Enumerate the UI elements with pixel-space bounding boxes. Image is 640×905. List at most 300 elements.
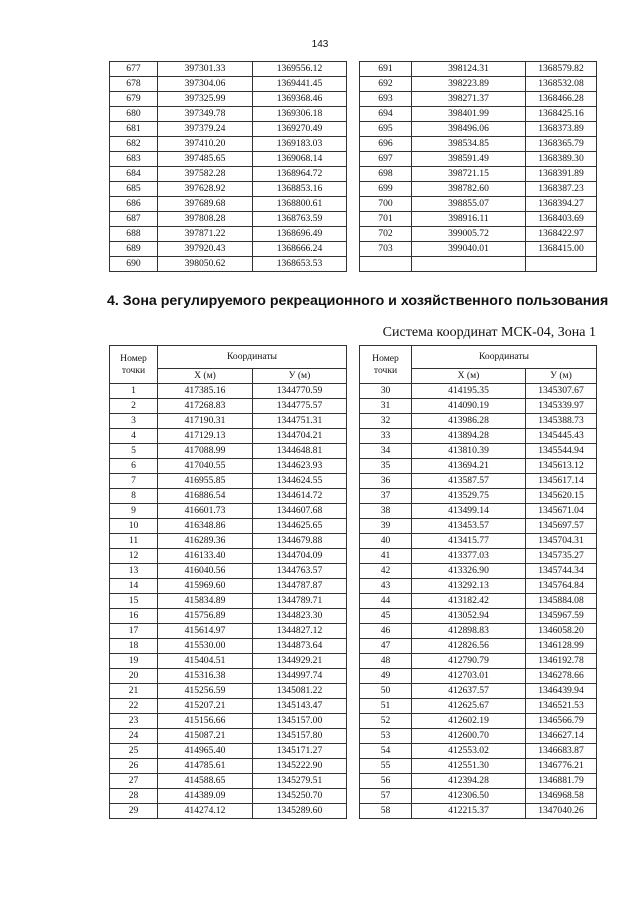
x-coordinate-cell: 398124.31 — [412, 62, 526, 77]
table-row — [360, 579, 597, 594]
table-row — [360, 242, 597, 257]
x-coordinate-cell: 412551.30 — [412, 759, 526, 774]
point-number-cell: 11 — [110, 534, 158, 549]
y-coordinate-cell: 1346627.14 — [526, 729, 597, 744]
point-number-cell: 53 — [360, 729, 412, 744]
point-number-cell: 41 — [360, 549, 412, 564]
point-number-cell: 49 — [360, 669, 412, 684]
table-row — [360, 459, 597, 474]
point-number-cell: 8 — [110, 489, 158, 504]
point-number-cell: 7 — [110, 474, 158, 489]
table-row — [360, 729, 597, 744]
header-y: У (м) — [526, 369, 597, 384]
x-coordinate-cell: 398496.06 — [412, 122, 526, 137]
point-number-cell: 55 — [360, 759, 412, 774]
point-number-cell: 684 — [110, 167, 158, 182]
x-coordinate-cell: 397582.28 — [158, 167, 253, 182]
table-row — [110, 609, 347, 624]
point-number-cell: 50 — [360, 684, 412, 699]
y-coordinate-cell: 1368666.24 — [253, 242, 347, 257]
y-coordinate-cell: 1369183.03 — [253, 137, 347, 152]
point-number-cell: 9 — [110, 504, 158, 519]
table-row — [110, 167, 347, 182]
point-number-cell: 26 — [110, 759, 158, 774]
table-row — [360, 212, 597, 227]
x-coordinate-cell: 415207.21 — [158, 699, 253, 714]
point-number-cell: 6 — [110, 459, 158, 474]
y-coordinate-cell: 1345735.27 — [526, 549, 597, 564]
y-coordinate-cell: 1344770.59 — [253, 384, 347, 399]
x-coordinate-cell: 416601.73 — [158, 504, 253, 519]
y-coordinate-cell: 1368373.89 — [526, 122, 597, 137]
table-row — [110, 594, 347, 609]
table-row — [110, 474, 347, 489]
x-coordinate-cell: 412600.70 — [412, 729, 526, 744]
point-number-cell: 677 — [110, 62, 158, 77]
x-coordinate-cell: 412703.01 — [412, 669, 526, 684]
point-number-cell: 690 — [110, 257, 158, 272]
x-coordinate-cell: 413694.21 — [412, 459, 526, 474]
x-coordinate-cell: 399040.01 — [412, 242, 526, 257]
point-number-cell: 10 — [110, 519, 158, 534]
x-coordinate-cell: 414090.19 — [412, 399, 526, 414]
table-row — [360, 774, 597, 789]
point-number-cell: 695 — [360, 122, 412, 137]
header-x: X (м) — [158, 369, 253, 384]
table-row — [360, 684, 597, 699]
x-coordinate-cell: 415316.38 — [158, 669, 253, 684]
table-row — [110, 759, 347, 774]
y-coordinate-cell: 1344704.09 — [253, 549, 347, 564]
y-coordinate-cell: 1369368.46 — [253, 92, 347, 107]
x-coordinate-cell: 398916.11 — [412, 212, 526, 227]
table-row — [110, 504, 347, 519]
table-row — [110, 77, 347, 92]
point-number-cell: 680 — [110, 107, 158, 122]
page-number: 143 — [311, 39, 329, 50]
point-number-cell: 32 — [360, 414, 412, 429]
y-coordinate-cell — [526, 257, 597, 272]
point-number-cell: 689 — [110, 242, 158, 257]
point-number-cell: 38 — [360, 504, 412, 519]
x-coordinate-cell: 413529.75 — [412, 489, 526, 504]
table-row — [110, 107, 347, 122]
y-coordinate-cell: 1344763.57 — [253, 564, 347, 579]
table-row — [360, 504, 597, 519]
point-number-cell: 23 — [110, 714, 158, 729]
table-row — [110, 92, 347, 107]
x-coordinate-cell: 412637.57 — [412, 684, 526, 699]
x-coordinate-cell: 397349.78 — [158, 107, 253, 122]
point-number-cell: 693 — [360, 92, 412, 107]
x-coordinate-cell: 398050.62 — [158, 257, 253, 272]
y-coordinate-cell: 1369270.49 — [253, 122, 347, 137]
x-coordinate-cell: 397325.99 — [158, 92, 253, 107]
point-number-cell: 685 — [110, 182, 158, 197]
x-coordinate-cell: 398591.49 — [412, 152, 526, 167]
point-number-cell: 2 — [110, 399, 158, 414]
point-number-cell: 12 — [110, 549, 158, 564]
x-coordinate-cell: 413499.14 — [412, 504, 526, 519]
point-number-cell: 58 — [360, 804, 412, 819]
point-number-cell: 18 — [110, 639, 158, 654]
y-coordinate-cell: 1368964.72 — [253, 167, 347, 182]
y-coordinate-cell: 1344827.12 — [253, 624, 347, 639]
point-number-cell: 5 — [110, 444, 158, 459]
y-coordinate-cell: 1346683.87 — [526, 744, 597, 759]
point-number-cell: 39 — [360, 519, 412, 534]
point-number-cell: 17 — [110, 624, 158, 639]
x-coordinate-cell: 415834.89 — [158, 594, 253, 609]
y-coordinate-cell: 1368579.82 — [526, 62, 597, 77]
table-row — [360, 594, 597, 609]
y-coordinate-cell: 1345967.59 — [526, 609, 597, 624]
point-number-cell: 13 — [110, 564, 158, 579]
y-coordinate-cell: 1344751.31 — [253, 414, 347, 429]
point-number-cell: 34 — [360, 444, 412, 459]
point-number-cell: 678 — [110, 77, 158, 92]
table-row — [360, 789, 597, 804]
y-coordinate-cell: 1344607.68 — [253, 504, 347, 519]
y-coordinate-cell: 1344614.72 — [253, 489, 347, 504]
point-number-cell: 681 — [110, 122, 158, 137]
point-number-cell: 35 — [360, 459, 412, 474]
coordinates-table-top-right — [359, 61, 597, 272]
y-coordinate-cell: 1344623.93 — [253, 459, 347, 474]
y-coordinate-cell: 1346439.94 — [526, 684, 597, 699]
y-coordinate-cell: 1368653.53 — [253, 257, 347, 272]
header-x: X (м) — [412, 369, 526, 384]
y-coordinate-cell: 1344787.87 — [253, 579, 347, 594]
table-row — [360, 167, 597, 182]
y-coordinate-cell: 1368422.97 — [526, 227, 597, 242]
point-number-cell: 22 — [110, 699, 158, 714]
coordinates-table-top-left — [109, 61, 347, 272]
y-coordinate-cell: 1344823.30 — [253, 609, 347, 624]
y-coordinate-cell: 1368696.49 — [253, 227, 347, 242]
x-coordinate-cell: 397485.65 — [158, 152, 253, 167]
x-coordinate-cell: 413986.28 — [412, 414, 526, 429]
x-coordinate-cell: 397304.06 — [158, 77, 253, 92]
point-number-cell: 52 — [360, 714, 412, 729]
y-coordinate-cell: 1344625.65 — [253, 519, 347, 534]
x-coordinate-cell: 415256.59 — [158, 684, 253, 699]
table-row — [110, 624, 347, 639]
x-coordinate-cell: 416133.40 — [158, 549, 253, 564]
point-number-cell: 15 — [110, 594, 158, 609]
table-row — [110, 534, 347, 549]
table-row — [110, 549, 347, 564]
table-row — [360, 197, 597, 212]
x-coordinate-cell — [412, 257, 526, 272]
y-coordinate-cell: 1368391.89 — [526, 167, 597, 182]
y-coordinate-cell: 1368394.27 — [526, 197, 597, 212]
table-row — [110, 744, 347, 759]
table-row — [360, 744, 597, 759]
x-coordinate-cell: 414785.61 — [158, 759, 253, 774]
x-coordinate-cell: 413587.57 — [412, 474, 526, 489]
table-row — [360, 62, 597, 77]
table-row — [360, 107, 597, 122]
table-row — [360, 474, 597, 489]
point-number-cell: 56 — [360, 774, 412, 789]
table-row — [110, 489, 347, 504]
y-coordinate-cell: 1368389.30 — [526, 152, 597, 167]
x-coordinate-cell: 417088.99 — [158, 444, 253, 459]
table-row — [360, 399, 597, 414]
x-coordinate-cell: 397410.20 — [158, 137, 253, 152]
y-coordinate-cell: 1345445.43 — [526, 429, 597, 444]
table-row — [360, 444, 597, 459]
table-row — [110, 197, 347, 212]
y-coordinate-cell: 1346278.66 — [526, 669, 597, 684]
x-coordinate-cell: 417268.83 — [158, 399, 253, 414]
table-row — [360, 549, 597, 564]
table-row — [110, 684, 347, 699]
point-number-cell: 692 — [360, 77, 412, 92]
y-coordinate-cell: 1345613.12 — [526, 459, 597, 474]
table-row — [360, 669, 597, 684]
y-coordinate-cell: 1344873.64 — [253, 639, 347, 654]
point-number-cell: 57 — [360, 789, 412, 804]
y-coordinate-cell: 1368532.08 — [526, 77, 597, 92]
table-row — [360, 227, 597, 242]
point-number-cell: 700 — [360, 197, 412, 212]
y-coordinate-cell: 1345620.15 — [526, 489, 597, 504]
table-row — [360, 639, 597, 654]
header-y: У (м) — [253, 369, 347, 384]
y-coordinate-cell: 1369441.45 — [253, 77, 347, 92]
table-row — [110, 639, 347, 654]
point-number-cell: 46 — [360, 624, 412, 639]
y-coordinate-cell: 1368403.69 — [526, 212, 597, 227]
point-number-cell — [360, 257, 412, 272]
y-coordinate-cell: 1345157.00 — [253, 714, 347, 729]
table-row — [110, 654, 347, 669]
x-coordinate-cell: 397871.22 — [158, 227, 253, 242]
x-coordinate-cell: 397808.28 — [158, 212, 253, 227]
x-coordinate-cell: 412826.56 — [412, 639, 526, 654]
table-row — [360, 519, 597, 534]
point-number-cell: 698 — [360, 167, 412, 182]
x-coordinate-cell: 414274.12 — [158, 804, 253, 819]
y-coordinate-cell: 1345704.31 — [526, 534, 597, 549]
table-row — [110, 212, 347, 227]
y-coordinate-cell: 1369068.14 — [253, 152, 347, 167]
table-row — [360, 759, 597, 774]
table-row — [360, 414, 597, 429]
point-number-cell: 48 — [360, 654, 412, 669]
point-number-cell: 31 — [360, 399, 412, 414]
point-number-cell: 20 — [110, 669, 158, 684]
x-coordinate-cell: 416886.54 — [158, 489, 253, 504]
point-number-cell: 4 — [110, 429, 158, 444]
x-coordinate-cell: 412306.50 — [412, 789, 526, 804]
x-coordinate-cell: 398782.60 — [412, 182, 526, 197]
y-coordinate-cell: 1345157.80 — [253, 729, 347, 744]
x-coordinate-cell: 416040.56 — [158, 564, 253, 579]
x-coordinate-cell: 398223.89 — [412, 77, 526, 92]
x-coordinate-cell: 413810.39 — [412, 444, 526, 459]
y-coordinate-cell: 1368365.79 — [526, 137, 597, 152]
x-coordinate-cell: 414965.40 — [158, 744, 253, 759]
y-coordinate-cell: 1345171.27 — [253, 744, 347, 759]
table-row — [110, 459, 347, 474]
point-number-cell: 16 — [110, 609, 158, 624]
point-number-cell: 683 — [110, 152, 158, 167]
table-row — [110, 804, 347, 819]
point-number-cell: 44 — [360, 594, 412, 609]
header-coordinates: Координаты — [158, 346, 347, 369]
y-coordinate-cell: 1369556.12 — [253, 62, 347, 77]
point-number-cell: 1 — [110, 384, 158, 399]
table-row — [360, 489, 597, 504]
x-coordinate-cell: 415087.21 — [158, 729, 253, 744]
x-coordinate-cell: 412898.83 — [412, 624, 526, 639]
y-coordinate-cell: 1344624.55 — [253, 474, 347, 489]
y-coordinate-cell: 1345289.60 — [253, 804, 347, 819]
y-coordinate-cell: 1347040.26 — [526, 804, 597, 819]
x-coordinate-cell: 414389.09 — [158, 789, 253, 804]
table-row — [110, 579, 347, 594]
x-coordinate-cell: 398271.37 — [412, 92, 526, 107]
point-number-cell: 30 — [360, 384, 412, 399]
table-row — [360, 609, 597, 624]
table-row — [110, 414, 347, 429]
point-number-cell: 699 — [360, 182, 412, 197]
x-coordinate-cell: 416955.85 — [158, 474, 253, 489]
table-row — [360, 714, 597, 729]
table-row — [360, 122, 597, 137]
table-row — [110, 519, 347, 534]
table-row — [110, 182, 347, 197]
table-row — [360, 257, 597, 272]
y-coordinate-cell: 1344789.71 — [253, 594, 347, 609]
point-number-cell: 687 — [110, 212, 158, 227]
x-coordinate-cell: 415614.97 — [158, 624, 253, 639]
y-coordinate-cell: 1368466.28 — [526, 92, 597, 107]
x-coordinate-cell: 414588.65 — [158, 774, 253, 789]
coordinate-system-label: Система координат МСК-04, Зона 1 — [382, 325, 596, 340]
section-heading: 4. Зона регулируемого рекреационного и хозяйственного пользования — [107, 293, 609, 309]
x-coordinate-cell: 412553.02 — [412, 744, 526, 759]
y-coordinate-cell: 1346776.21 — [526, 759, 597, 774]
table-row — [110, 444, 347, 459]
y-coordinate-cell: 1368425.16 — [526, 107, 597, 122]
point-number-cell: 3 — [110, 414, 158, 429]
point-number-cell: 694 — [360, 107, 412, 122]
point-number-cell: 701 — [360, 212, 412, 227]
table-row — [110, 62, 347, 77]
table-row — [110, 137, 347, 152]
point-number-cell: 40 — [360, 534, 412, 549]
table-row — [360, 182, 597, 197]
table-row — [110, 429, 347, 444]
table-row — [110, 384, 347, 399]
y-coordinate-cell: 1344997.74 — [253, 669, 347, 684]
table-row — [360, 699, 597, 714]
x-coordinate-cell: 414195.35 — [412, 384, 526, 399]
point-number-cell: 703 — [360, 242, 412, 257]
table-row — [110, 564, 347, 579]
table-row — [360, 92, 597, 107]
y-coordinate-cell: 1369306.18 — [253, 107, 347, 122]
y-coordinate-cell: 1344775.57 — [253, 399, 347, 414]
y-coordinate-cell: 1346968.58 — [526, 789, 597, 804]
point-number-cell: 682 — [110, 137, 158, 152]
table-row — [360, 564, 597, 579]
x-coordinate-cell: 412602.19 — [412, 714, 526, 729]
y-coordinate-cell: 1345222.90 — [253, 759, 347, 774]
point-number-cell: 36 — [360, 474, 412, 489]
x-coordinate-cell: 412625.67 — [412, 699, 526, 714]
y-coordinate-cell: 1345250.70 — [253, 789, 347, 804]
y-coordinate-cell: 1345544.94 — [526, 444, 597, 459]
point-number-cell: 28 — [110, 789, 158, 804]
y-coordinate-cell: 1368853.16 — [253, 182, 347, 197]
table-row — [110, 714, 347, 729]
x-coordinate-cell: 415530.00 — [158, 639, 253, 654]
table-row — [110, 257, 347, 272]
y-coordinate-cell: 1346128.99 — [526, 639, 597, 654]
table-row — [360, 152, 597, 167]
y-coordinate-cell: 1345671.04 — [526, 504, 597, 519]
y-coordinate-cell: 1345279.51 — [253, 774, 347, 789]
point-number-cell: 29 — [110, 804, 158, 819]
header-point-number: Номер точки — [360, 346, 412, 384]
point-number-cell: 679 — [110, 92, 158, 107]
table-row — [110, 774, 347, 789]
x-coordinate-cell: 417385.16 — [158, 384, 253, 399]
y-coordinate-cell: 1346521.53 — [526, 699, 597, 714]
x-coordinate-cell: 415404.51 — [158, 654, 253, 669]
x-coordinate-cell: 413182.42 — [412, 594, 526, 609]
table-row — [360, 654, 597, 669]
x-coordinate-cell: 397628.92 — [158, 182, 253, 197]
point-number-cell: 42 — [360, 564, 412, 579]
point-number-cell: 688 — [110, 227, 158, 242]
header-coordinates: Координаты — [412, 346, 597, 369]
x-coordinate-cell: 416348.86 — [158, 519, 253, 534]
x-coordinate-cell: 412215.37 — [412, 804, 526, 819]
x-coordinate-cell: 397379.24 — [158, 122, 253, 137]
point-number-cell: 25 — [110, 744, 158, 759]
x-coordinate-cell: 415756.89 — [158, 609, 253, 624]
point-number-cell: 51 — [360, 699, 412, 714]
x-coordinate-cell: 413415.77 — [412, 534, 526, 549]
table-row — [360, 77, 597, 92]
y-coordinate-cell: 1368415.00 — [526, 242, 597, 257]
coordinates-table-bottom-left — [109, 345, 347, 819]
point-number-cell: 696 — [360, 137, 412, 152]
point-number-cell: 697 — [360, 152, 412, 167]
x-coordinate-cell: 417040.55 — [158, 459, 253, 474]
table-row — [110, 669, 347, 684]
point-number-cell: 54 — [360, 744, 412, 759]
x-coordinate-cell: 417190.31 — [158, 414, 253, 429]
y-coordinate-cell: 1345617.14 — [526, 474, 597, 489]
point-number-cell: 14 — [110, 579, 158, 594]
point-number-cell: 686 — [110, 197, 158, 212]
x-coordinate-cell: 397689.68 — [158, 197, 253, 212]
y-coordinate-cell: 1345744.34 — [526, 564, 597, 579]
x-coordinate-cell: 398721.15 — [412, 167, 526, 182]
y-coordinate-cell: 1344929.21 — [253, 654, 347, 669]
y-coordinate-cell: 1344679.88 — [253, 534, 347, 549]
point-number-cell: 37 — [360, 489, 412, 504]
x-coordinate-cell: 399005.72 — [412, 227, 526, 242]
x-coordinate-cell: 415156.66 — [158, 714, 253, 729]
